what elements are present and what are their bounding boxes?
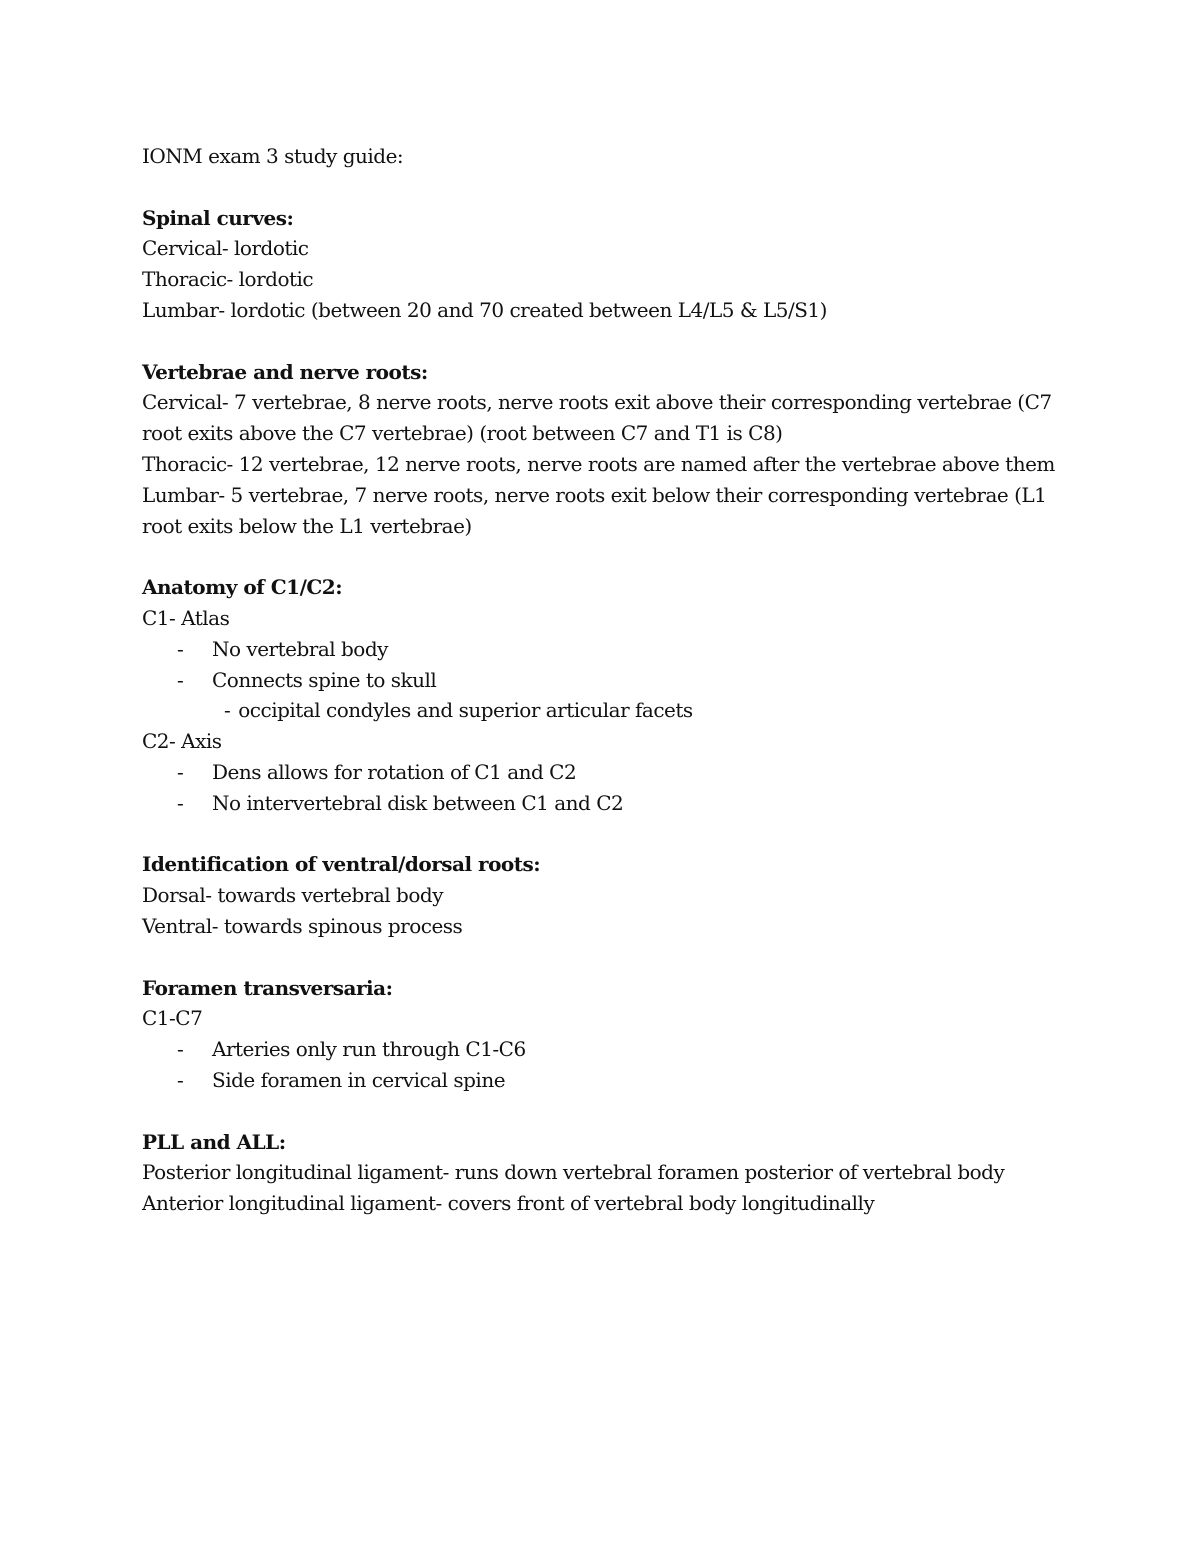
list-item (142, 665, 1082, 696)
c2-label: C2- Axis (142, 729, 222, 754)
section-heading-anatomy-c1-c2: Anatomy of C1/C2: (142, 575, 343, 600)
list-item-text: No vertebral body (212, 636, 388, 661)
text-line: Lumbar- lordotic (between 20 and 70 created between L4/L5 & L5/S1) (142, 297, 827, 322)
text-line: Cervical- lordotic (142, 236, 309, 261)
text-paragraph: Cervical- 7 vertebrae, 8 nerve roots, nerve roots exit above their corresponding vertebrae (C7 root exits above the C7 vertebrae) (root between C7 and T1 is C8) (142, 390, 1052, 446)
section-heading-ventral-dorsal-roots: Identification of ventral/dorsal roots: (142, 852, 541, 877)
list-item-text: Dens allows for rotation of C1 and C2 (212, 759, 577, 784)
bullet-dash: - (177, 1067, 184, 1092)
text-line: Ventral- towards spinous process (142, 913, 463, 938)
list-item (142, 1065, 1082, 1096)
text-paragraph: Anterior longitudinal ligament- covers front of vertebral body longitudinally (142, 1191, 875, 1216)
text-line: Dorsal- towards vertebral body (142, 883, 443, 908)
list-item (142, 757, 1082, 788)
bullet-dash: - (177, 636, 184, 661)
list-item (142, 1034, 1082, 1065)
list-item-text: Arteries only run through C1-C6 (212, 1037, 526, 1062)
bullet-dash: - (224, 698, 231, 723)
text-paragraph: Lumbar- 5 vertebrae, 7 nerve roots, nerve roots exit below their corresponding vertebrae (L1 root exits below the L1 vertebrae) (142, 482, 1047, 538)
range-label: C1-C7 (142, 1006, 203, 1031)
section-heading-pll-all: PLL and ALL: (142, 1129, 286, 1154)
sub-list-item-text: occipital condyles and superior articular facets (238, 698, 693, 723)
list-item (142, 788, 1082, 819)
bullet-dash: - (177, 790, 184, 815)
bullet-dash: - (177, 667, 184, 692)
sub-list-item (142, 695, 1082, 726)
text-paragraph: Thoracic- 12 vertebrae, 12 nerve roots, nerve roots are named after the vertebrae above them (142, 451, 1055, 476)
list-item-text: No intervertebral disk between C1 and C2 (212, 790, 624, 815)
text-paragraph: Posterior longitudinal ligament- runs down vertebral foramen posterior of vertebral body (142, 1160, 1005, 1185)
bullet-dash: - (177, 759, 184, 784)
list-item (142, 634, 1082, 665)
document-body (142, 141, 1082, 1219)
c1-label: C1- Atlas (142, 605, 230, 630)
document-title: IONM exam 3 study guide: (142, 144, 404, 168)
section-heading-spinal-curves: Spinal curves: (142, 205, 294, 230)
bullet-dash: - (177, 1037, 184, 1062)
section-heading-vertebrae-nerve-roots: Vertebrae and nerve roots: (142, 359, 428, 384)
list-item-text: Connects spine to skull (212, 667, 437, 692)
section-heading-foramen-transversaria: Foramen transversaria: (142, 975, 393, 1000)
text-line: Thoracic- lordotic (142, 267, 314, 292)
list-item-text: Side foramen in cervical spine (212, 1067, 506, 1092)
